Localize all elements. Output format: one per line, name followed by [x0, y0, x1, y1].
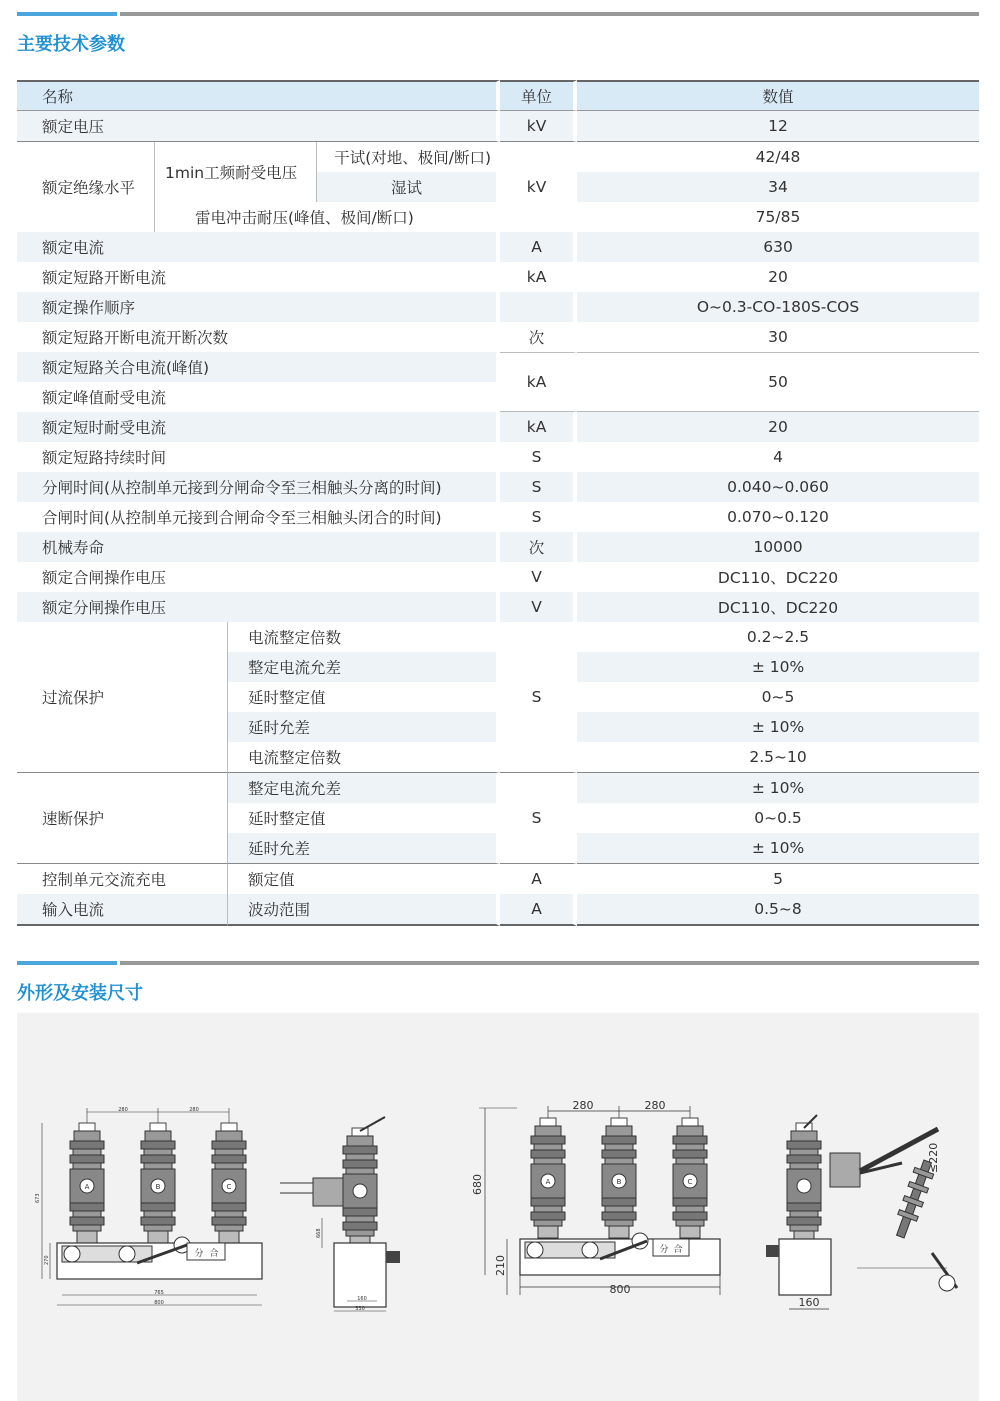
- table-row: 额定短路开断电流开断次数 次 30: [17, 322, 979, 352]
- header-unit: 单位: [500, 80, 577, 111]
- spec-table: [17, 80, 979, 926]
- header-name: 名称: [17, 80, 500, 111]
- section2-divider: [17, 961, 979, 965]
- table-row: 整定电流允差 ± 10%: [17, 652, 979, 682]
- dim-side-arm: ≤220: [927, 1142, 940, 1173]
- dim-front-d1: 280: [572, 1099, 594, 1112]
- table-row: 延时整定值 0~0.5: [17, 803, 979, 833]
- dim-front-width: 800: [609, 1283, 631, 1296]
- dim-small-front-w1: 765: [154, 1290, 164, 1296]
- section-title-specs: 主要技术参数: [17, 34, 125, 55]
- table-row: 分闸时间(从控制单元接到分闸命令至三相触头分离的时间) S 0.040~0.060: [17, 472, 979, 502]
- phase-b-label: B: [155, 1183, 161, 1191]
- table-row: 额定电压 kV 12: [17, 111, 979, 142]
- table-row: 控制单元交流充电 额定值 A 5: [17, 864, 979, 894]
- phase-a-label: A: [84, 1183, 90, 1191]
- table-row: 延时允差 ± 10%: [17, 712, 979, 742]
- table-row: 额定短路开断电流 kA 20: [17, 262, 979, 292]
- table-row: 额定短路持续时间 S 4: [17, 442, 979, 472]
- dim-front-d2: 280: [644, 1099, 666, 1112]
- front-view: [471, 1099, 720, 1296]
- dim-small-front-h2: 270: [44, 1255, 50, 1265]
- table-row: 额定合闸操作电压 V DC110、DC220: [17, 562, 979, 592]
- table-row: 湿试 34: [17, 172, 979, 202]
- table-row: 额定峰值耐受电流: [17, 382, 979, 412]
- table-row: 额定绝缘水平 1min工频耐受电压 干试(对地、极间/断口) kV 42/48: [17, 142, 979, 172]
- dim-small-front-w2: 800: [154, 1300, 164, 1306]
- dimension-drawing-svg: [17, 1013, 979, 1401]
- table-row: 额定电流 A 630: [17, 232, 979, 262]
- dim-small-side-h: 668: [316, 1228, 322, 1238]
- table-header-row: [17, 80, 979, 111]
- phase-a-label-large: A: [545, 1178, 551, 1186]
- close-label: 合: [673, 1245, 683, 1255]
- open-label: 分: [659, 1245, 669, 1255]
- small-front-view: [35, 1107, 262, 1306]
- table-row: 合闸时间(从控制单元接到合闸命令至三相触头闭合的时间) S 0.070~0.120: [17, 502, 979, 532]
- table-row: 电流整定倍数 2.5~10: [17, 742, 979, 773]
- table-row: 机械寿命 次 10000: [17, 532, 979, 562]
- phase-c-label: C: [226, 1183, 232, 1191]
- dim-small-side-w2: 330: [355, 1306, 365, 1312]
- table-row: 速断保护 整定电流允差 S ± 10%: [17, 773, 979, 803]
- open-label-small: 分: [194, 1249, 204, 1259]
- table-row: 输入电流 波动范围 A 0.5~8: [17, 894, 979, 926]
- dim-small-front-d2: 280: [189, 1107, 199, 1113]
- dim-small-side-w1: 160: [357, 1296, 367, 1302]
- section1-divider: [17, 12, 979, 16]
- small-side-view: [280, 1117, 400, 1312]
- table-row: 延时允差 ± 10%: [17, 833, 979, 864]
- header-value: 数值: [577, 80, 979, 111]
- phase-b-label-large: B: [616, 1178, 622, 1186]
- section-title-dimensions: 外形及安装尺寸: [17, 983, 143, 1004]
- close-label-small: 合: [209, 1249, 219, 1259]
- dim-side-width: 160: [798, 1296, 820, 1309]
- table-row: 额定分闸操作电压 V DC110、DC220: [17, 592, 979, 622]
- dim-small-front-d1: 280: [118, 1107, 128, 1113]
- table-row: 过流保护 电流整定倍数 S 0.2~2.5: [17, 622, 979, 652]
- table-row: 雷电冲击耐压(峰值、极间/断口) 75/85: [17, 202, 979, 232]
- dim-small-front-h1: 673: [35, 1193, 41, 1203]
- dimension-drawing: [17, 1013, 979, 1401]
- dim-front-height: 680: [471, 1174, 484, 1195]
- phase-c-label-large: C: [687, 1178, 693, 1186]
- table-row: 额定操作顺序 O~0.3-CO-180S-COS: [17, 292, 979, 322]
- table-row: 额定短时耐受电流 kA 20: [17, 412, 979, 442]
- dim-front-base: 210: [494, 1255, 507, 1276]
- table-row: 额定短路关合电流(峰值) kA 50: [17, 352, 979, 382]
- side-view: [766, 1115, 957, 1309]
- table-row: 延时整定值 0~5: [17, 682, 979, 712]
